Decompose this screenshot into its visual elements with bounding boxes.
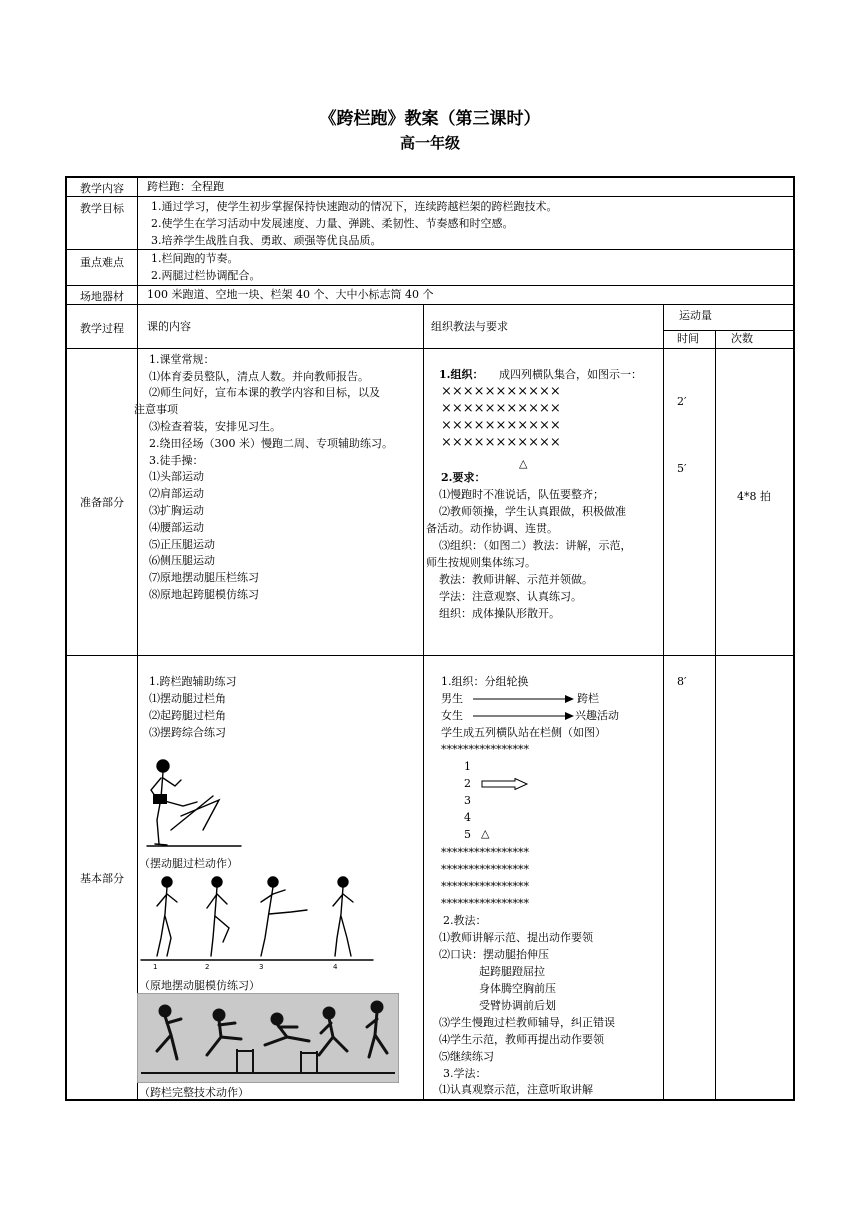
basic-line: 1.跨栏跑辅助练习 bbox=[149, 675, 237, 688]
svg-text:4: 4 bbox=[333, 963, 338, 971]
prep-org-line: 学法：注意观察、认真练习。 bbox=[439, 590, 582, 603]
arrow-icon bbox=[471, 693, 575, 705]
boys-target: 跨栏 bbox=[577, 692, 599, 705]
prep-line: ⑵肩部运动 bbox=[149, 487, 204, 500]
prep-line: 3.徒手操： bbox=[149, 454, 204, 467]
prep-line: ⑴头部运动 bbox=[149, 470, 204, 483]
star-row: **************** bbox=[441, 863, 529, 876]
figure-caption: （跨栏完整技术动作） bbox=[139, 1086, 249, 1099]
header-org: 组织教法与要求 bbox=[431, 320, 508, 333]
section-label-prep: 准备部分 bbox=[80, 496, 124, 509]
prep-time-1: 2′ bbox=[677, 395, 687, 408]
imitation-sequence-figure bbox=[137, 872, 377, 972]
key-line: 1.栏间跑的节奏。 bbox=[151, 252, 239, 265]
full-hurdle-technique-figure bbox=[137, 993, 399, 1083]
lane-number: 4 bbox=[464, 811, 471, 824]
formation-row: ××××××××××× bbox=[441, 435, 561, 450]
header-load: 运动量 bbox=[679, 309, 712, 322]
lane-number: 5 bbox=[464, 828, 471, 841]
lane-number: 3 bbox=[464, 794, 471, 807]
prep-line: ⑴体育委员整队，清点人数。并向教师报告。 bbox=[149, 370, 369, 383]
header-process: 教学过程 bbox=[80, 322, 124, 335]
star-row: **************** bbox=[441, 880, 529, 893]
prep-line: 注意事项 bbox=[134, 403, 178, 416]
basic-org-line: ⑵口诀：摆动腿抬伸压 bbox=[439, 948, 549, 961]
equipment-text: 100 米跑道、空地一块、栏架 40 个、大中小标志筒 40 个 bbox=[147, 288, 434, 301]
prep-org-line: 备活动。动作协调、连贯。 bbox=[426, 522, 558, 535]
basic-org-head: 1.组织：分组轮换 bbox=[441, 675, 529, 688]
key-line: 2.两腿过栏协调配合。 bbox=[151, 269, 261, 282]
prep-req-label: 2.要求： bbox=[441, 471, 486, 484]
swing-leg-hurdle-figure bbox=[137, 756, 247, 852]
row-label-key: 重点难点 bbox=[80, 256, 124, 269]
prep-org-line: ⑵教师领操，学生认真跟做，积极做准 bbox=[439, 505, 626, 518]
girls-label: 女生 bbox=[441, 709, 463, 722]
goal-line: 3.培养学生战胜自我、勇敢、顽强等优良品质。 bbox=[151, 234, 382, 247]
goal-line: 1.通过学习，使学生初步掌握保持快速跑动的情况下，连续跨越栏架的跨栏跑技术。 bbox=[151, 200, 558, 213]
teacher-marker: △ bbox=[481, 827, 490, 840]
basic-line: ⑵起跨腿过栏角 bbox=[149, 709, 226, 722]
row-label-goals: 教学目标 bbox=[80, 202, 124, 215]
star-row: **************** bbox=[441, 897, 529, 910]
run-direction-arrow-icon bbox=[481, 778, 529, 790]
formation-row: ××××××××××× bbox=[441, 401, 561, 416]
prep-org-line: 教法：教师讲解、示范并领做。 bbox=[439, 573, 593, 586]
arrow-icon bbox=[471, 710, 575, 722]
basic-line: ⑶摆跨综合练习 bbox=[149, 726, 226, 739]
prep-org-text: 成四列横队集合，如图示一： bbox=[499, 368, 642, 381]
formation-row: ××××××××××× bbox=[441, 384, 561, 399]
document-title: 《跨栏跑》教案（第三课时） bbox=[319, 109, 541, 129]
svg-text:3: 3 bbox=[259, 963, 264, 971]
prep-line: ⑶检查着装，安排见习生。 bbox=[149, 420, 281, 433]
star-row: **************** bbox=[441, 743, 529, 756]
lane-number: 2 bbox=[464, 777, 471, 790]
header-lesson: 课的内容 bbox=[147, 320, 191, 333]
teacher-marker: △ bbox=[519, 457, 528, 470]
basic-org-line: 身体腾空胸前压 bbox=[479, 982, 556, 995]
basic-org-line: ⑷学生示范，教师再提出动作要领 bbox=[439, 1033, 604, 1046]
row-label-content: 教学内容 bbox=[80, 182, 124, 195]
basic-org-line: ⑴认真观察示范，注意听取讲解 bbox=[439, 1083, 593, 1096]
girls-target: 兴趣活动 bbox=[575, 709, 619, 722]
svg-text:2: 2 bbox=[205, 963, 210, 971]
basic-line: ⑴摆动腿过栏角 bbox=[149, 692, 226, 705]
prep-line: ⑵师生问好，宣布本课的教学内容和目标，以及 bbox=[149, 386, 380, 399]
basic-org-line: 3.学法： bbox=[443, 1067, 487, 1080]
star-row: **************** bbox=[441, 846, 529, 859]
lesson-plan-table bbox=[65, 176, 795, 1101]
row-label-equipment: 场地器材 bbox=[80, 290, 124, 303]
prep-org-line: ⑴慢跑时不准说话，队伍要整齐； bbox=[439, 488, 604, 501]
prep-org-label: 1.组织： bbox=[439, 368, 484, 381]
header-time: 时间 bbox=[677, 332, 699, 345]
formation-row: ××××××××××× bbox=[441, 418, 561, 433]
boys-label: 男生 bbox=[441, 692, 463, 705]
prep-line: ⑹侧压腿运动 bbox=[149, 554, 215, 567]
prep-line: 2.绕田径场（300 米）慢跑二周、专项辅助练习。 bbox=[149, 437, 393, 450]
basic-org-line: 受臂协调前后划 bbox=[479, 999, 556, 1012]
content-text: 跨栏跑：全程跑 bbox=[147, 180, 224, 193]
prep-line: ⑺原地摆动腿压栏练习 bbox=[149, 571, 259, 584]
svg-text:1: 1 bbox=[153, 963, 158, 971]
prep-count: 4*8 拍 bbox=[737, 490, 771, 503]
prep-org-line: 师生按规则集体练习。 bbox=[426, 556, 536, 569]
header-count: 次数 bbox=[731, 332, 753, 345]
basic-time: 8′ bbox=[677, 675, 687, 688]
basic-org-line: 2.教法： bbox=[443, 914, 487, 927]
basic-org-line: 学生成五列横队站在栏侧（如图） bbox=[441, 726, 606, 739]
figure-caption: （摆动腿过栏动作） bbox=[139, 857, 238, 870]
figure-caption: （原地摆动腿模仿练习） bbox=[139, 979, 260, 992]
lane-number: 1 bbox=[464, 760, 471, 773]
prep-line: 1.课堂常规： bbox=[149, 353, 215, 366]
prep-line: ⑻原地起跨腿模仿练习 bbox=[149, 588, 259, 601]
prep-line: ⑸正压腿运动 bbox=[149, 538, 215, 551]
prep-time-2: 5′ bbox=[677, 462, 687, 475]
section-label-basic: 基本部分 bbox=[80, 872, 124, 885]
goal-line: 2.使学生在学习活动中发展速度、力量、弹跳、柔韧性、节奏感和时空感。 bbox=[151, 217, 514, 230]
document-subtitle: 高一年级 bbox=[399, 134, 460, 152]
basic-org-line: ⑸继续练习 bbox=[439, 1050, 494, 1063]
basic-org-line: 起跨腿蹬屈拉 bbox=[479, 965, 545, 978]
basic-org-line: ⑴教师讲解示范、提出动作要领 bbox=[439, 931, 593, 944]
prep-line: ⑷腰部运动 bbox=[149, 521, 204, 534]
prep-org-line: ⑶组织：（如图二）教法：讲解，示范， bbox=[439, 539, 632, 552]
prep-org-line: 组织：成体操队形散开。 bbox=[439, 607, 560, 620]
basic-org-line: ⑶学生慢跑过栏教师辅导，纠正错误 bbox=[439, 1016, 615, 1029]
prep-line: ⑶扩胸运动 bbox=[149, 504, 204, 517]
